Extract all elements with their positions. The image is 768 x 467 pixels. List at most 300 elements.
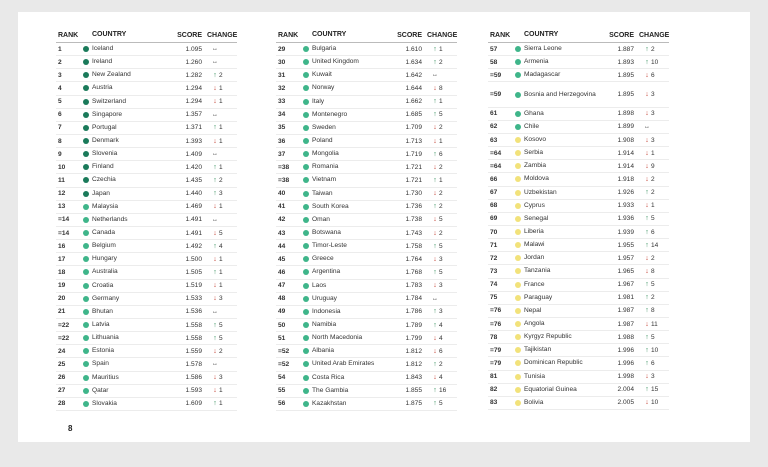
status-dot-icon [303, 177, 309, 183]
change-cell [639, 215, 669, 222]
status-dot-cell [80, 269, 92, 275]
ranking-column-3 [488, 28, 669, 410]
header-country: COUNTRY [92, 31, 127, 38]
rank-cell: 13 [58, 203, 66, 211]
change-cell [427, 400, 457, 407]
score-cell: 1.996 [617, 346, 634, 354]
country-cell: Germany [92, 294, 120, 302]
country-cell: Ghana [524, 109, 544, 117]
rank-cell: 78 [490, 333, 498, 341]
change-cell [427, 256, 457, 263]
country-cell: Croatia [92, 281, 114, 289]
score-cell: 1.730 [405, 190, 422, 198]
rank-cell: 73 [490, 267, 498, 275]
country-cell: Spain [92, 360, 109, 368]
score-cell: 1.586 [185, 374, 202, 382]
score-cell: 1.578 [185, 360, 202, 368]
status-dot-cell [80, 230, 92, 236]
change-cell [639, 399, 669, 406]
score-cell: 1.783 [405, 282, 422, 290]
score-cell: 1.533 [185, 295, 202, 303]
table-row [56, 332, 237, 345]
score-cell: 1.435 [185, 176, 202, 184]
arrow-up-icon: ↑ [433, 176, 437, 184]
change-value: 3 [219, 190, 223, 198]
change-cell [207, 203, 237, 210]
table-row [488, 305, 669, 318]
country-cell: Canada [92, 229, 116, 237]
change-value: 1 [439, 176, 443, 184]
change-value: 5 [439, 242, 443, 250]
status-dot-cell [512, 387, 524, 393]
rank-cell: 83 [490, 399, 498, 407]
status-dot-icon [83, 59, 89, 65]
table-row [488, 357, 669, 370]
status-dot-cell [512, 334, 524, 340]
country-cell: The Gambia [312, 386, 349, 394]
arrow-down-icon: ↓ [645, 399, 649, 407]
country-cell: Moldova [524, 175, 549, 183]
country-cell: Botswana [312, 229, 341, 237]
rank-cell: 67 [490, 189, 498, 197]
status-dot-cell [512, 282, 524, 288]
rank-cell: 47 [278, 282, 286, 290]
score-cell: 1.926 [617, 189, 634, 197]
arrow-up-icon: ↑ [433, 111, 437, 119]
status-dot-icon [83, 46, 89, 52]
change-value: 2 [219, 71, 223, 79]
table-row [276, 135, 457, 148]
change-cell [207, 151, 237, 157]
rank-cell: 16 [58, 242, 66, 250]
change-cell [427, 203, 457, 210]
status-dot-icon [303, 72, 309, 78]
change-cell [207, 400, 237, 407]
header-rank: RANK [490, 31, 511, 39]
change-cell [639, 91, 669, 98]
rank-cell: 51 [278, 334, 286, 342]
no-change-icon: ↔ [212, 308, 218, 315]
status-dot-cell [512, 229, 524, 235]
rank-cell: =52 [278, 360, 290, 368]
score-cell: 1.855 [405, 387, 422, 395]
score-cell: 1.294 [185, 98, 202, 106]
score-cell: 1.743 [405, 229, 422, 237]
country-cell: Equatorial Guinea [524, 385, 577, 393]
table-row [56, 372, 237, 385]
country-cell: Italy [312, 97, 325, 105]
change-value: 2 [651, 294, 655, 302]
status-dot-cell [300, 99, 312, 105]
country-cell: Netherlands [92, 215, 128, 223]
status-dot-icon [83, 151, 89, 157]
status-dot-cell [300, 72, 312, 78]
status-dot-cell [512, 150, 524, 156]
score-cell: 1.440 [185, 190, 202, 198]
change-value: 1 [219, 137, 223, 145]
table-row [56, 280, 237, 293]
change-cell [427, 177, 457, 184]
status-dot-cell [80, 348, 92, 354]
arrow-down-icon: ↓ [645, 320, 649, 328]
change-cell [639, 72, 669, 79]
country-cell: Indonesia [312, 307, 341, 315]
rank-cell: 61 [490, 110, 498, 118]
table-row [56, 398, 237, 411]
status-dot-cell [80, 204, 92, 210]
change-value: 16 [439, 387, 447, 395]
rank-cell: 12 [58, 190, 66, 198]
table-row [56, 306, 237, 319]
arrow-up-icon: ↑ [433, 268, 437, 276]
status-dot-icon [83, 138, 89, 144]
change-cell [207, 190, 237, 197]
status-dot-cell [80, 361, 92, 367]
change-value: 10 [651, 346, 659, 354]
change-cell [427, 98, 457, 105]
status-dot-icon [83, 164, 89, 170]
change-cell [427, 138, 457, 145]
table-row [56, 293, 237, 306]
table-row [276, 253, 457, 266]
table-row [276, 214, 457, 227]
rank-cell: 63 [490, 136, 498, 144]
change-cell [207, 387, 237, 394]
country-cell: Sweden [312, 123, 336, 131]
status-dot-icon [83, 322, 89, 328]
score-cell: 1.736 [405, 203, 422, 211]
change-value: 2 [439, 203, 443, 211]
status-dot-cell [80, 335, 92, 341]
change-value: 2 [439, 124, 443, 132]
status-dot-icon [83, 72, 89, 78]
arrow-down-icon: ↓ [433, 255, 437, 263]
rank-cell: 29 [278, 45, 286, 53]
status-dot-cell [512, 321, 524, 327]
change-value: 6 [651, 71, 655, 79]
rank-cell: =79 [490, 359, 502, 367]
table-row [488, 134, 669, 147]
country-cell: Serbia [524, 149, 544, 157]
table-row [56, 82, 237, 95]
status-dot-cell [300, 269, 312, 275]
change-cell [427, 335, 457, 342]
rank-cell: 6 [58, 111, 62, 119]
arrow-up-icon: ↑ [433, 360, 437, 368]
status-dot-cell [300, 138, 312, 144]
arrow-down-icon: ↓ [213, 203, 217, 211]
change-value: 3 [651, 136, 655, 144]
status-dot-icon [83, 361, 89, 367]
status-dot-icon [515, 374, 521, 380]
rank-cell: 72 [490, 254, 498, 262]
status-dot-icon [515, 176, 521, 182]
country-cell: Timor-Leste [312, 242, 347, 250]
rank-cell: 5 [58, 98, 62, 106]
status-dot-icon [83, 401, 89, 407]
arrow-down-icon: ↓ [213, 84, 217, 92]
status-dot-cell [300, 191, 312, 197]
status-dot-cell [300, 204, 312, 210]
change-value: 1 [219, 163, 223, 171]
country-cell: Kazakhstan [312, 399, 347, 407]
change-cell [207, 322, 237, 329]
change-value: 6 [651, 359, 655, 367]
change-value: 4 [439, 334, 443, 342]
status-dot-cell [80, 401, 92, 407]
country-cell: Tunisia [524, 372, 546, 380]
rank-cell: 55 [278, 387, 286, 395]
table-row [56, 319, 237, 332]
status-dot-icon [515, 255, 521, 261]
change-value: 11 [651, 320, 658, 328]
arrow-up-icon: ↑ [433, 98, 437, 106]
country-cell: Laos [312, 281, 327, 289]
status-dot-cell [512, 92, 524, 98]
country-cell: Oman [312, 215, 330, 223]
table-row [488, 213, 669, 226]
status-dot-icon [83, 348, 89, 354]
change-value: 2 [439, 190, 443, 198]
change-cell [427, 296, 457, 302]
country-cell: Sierra Leone [524, 45, 562, 53]
status-dot-icon [515, 242, 521, 248]
rank-cell: 70 [490, 228, 498, 236]
change-value: 1 [219, 84, 223, 92]
country-cell: Armenia [524, 58, 549, 66]
status-dot-cell [300, 59, 312, 65]
score-cell: 1.393 [185, 137, 202, 145]
status-dot-icon [83, 309, 89, 315]
rank-cell: 43 [278, 229, 286, 237]
header-score: SCORE [609, 31, 634, 39]
change-cell [639, 150, 669, 157]
status-dot-icon [83, 99, 89, 105]
arrow-down-icon: ↓ [433, 229, 437, 237]
table-row [488, 121, 669, 134]
status-dot-icon [515, 203, 521, 209]
change-cell [427, 230, 457, 237]
table-header [488, 28, 669, 43]
status-dot-icon [515, 216, 521, 222]
rank-cell: =38 [278, 163, 290, 171]
change-cell [427, 190, 457, 197]
status-dot-icon [515, 321, 521, 327]
arrow-up-icon: ↑ [433, 308, 437, 316]
table-row [276, 56, 457, 69]
status-dot-icon [303, 217, 309, 223]
country-cell: Denmark [92, 137, 119, 145]
arrow-down-icon: ↓ [433, 374, 437, 382]
change-cell [639, 281, 669, 288]
score-cell: 1.713 [405, 137, 422, 145]
score-cell: 1.721 [405, 176, 422, 184]
country-cell: Slovenia [92, 150, 118, 158]
rank-cell: 8 [58, 137, 62, 145]
status-dot-cell [512, 347, 524, 353]
status-dot-icon [303, 138, 309, 144]
rank-cell: 31 [278, 71, 286, 79]
status-dot-icon [303, 125, 309, 131]
table-row [276, 280, 457, 293]
arrow-down-icon: ↓ [645, 254, 649, 262]
change-value: 3 [439, 282, 443, 290]
score-cell: 1.981 [617, 294, 634, 302]
status-dot-icon [303, 151, 309, 157]
arrow-up-icon: ↑ [213, 176, 217, 184]
country-cell: New Zealand [92, 71, 131, 79]
table-row [488, 292, 669, 305]
change-value: 1 [219, 387, 223, 395]
arrow-up-icon: ↑ [213, 321, 217, 329]
arrow-up-icon: ↑ [645, 307, 649, 315]
change-value: 2 [439, 163, 443, 171]
status-dot-icon [83, 125, 89, 131]
status-dot-cell [512, 216, 524, 222]
change-cell [207, 348, 237, 355]
table-row [488, 43, 669, 56]
score-cell: 1.987 [617, 320, 634, 328]
change-value: 5 [439, 400, 443, 408]
change-cell [639, 334, 669, 341]
change-cell [427, 387, 457, 394]
rank-cell: 18 [58, 268, 66, 276]
change-value: 4 [439, 374, 443, 382]
status-dot-icon [83, 375, 89, 381]
arrow-up-icon: ↑ [645, 346, 649, 354]
country-cell: Norway [312, 84, 335, 92]
change-value: 5 [651, 281, 655, 289]
rank-cell: 41 [278, 203, 286, 211]
change-cell [639, 229, 669, 236]
score-cell: 1.593 [185, 387, 202, 395]
table-row [56, 96, 237, 109]
status-dot-cell [80, 151, 92, 157]
rank-cell: 57 [490, 45, 498, 53]
table-row [56, 188, 237, 201]
change-value: 6 [439, 347, 443, 355]
no-change-icon: ↔ [212, 59, 218, 66]
no-change-icon: ↔ [212, 361, 218, 368]
score-cell: 1.409 [185, 150, 202, 158]
score-cell: 1.536 [185, 308, 202, 316]
country-cell: Czechia [92, 176, 116, 184]
change-value: 5 [439, 216, 443, 224]
change-cell [427, 111, 457, 118]
rank-cell: 2 [58, 58, 62, 66]
header-change: CHANGE [639, 31, 670, 39]
score-cell: 1.899 [617, 123, 634, 131]
table-row [56, 345, 237, 358]
change-value: 1 [439, 45, 443, 53]
arrow-up-icon: ↑ [645, 294, 649, 302]
change-cell [639, 202, 669, 209]
score-cell: 1.371 [185, 124, 202, 132]
status-dot-icon [303, 361, 309, 367]
status-dot-icon [515, 137, 521, 143]
table-row [56, 201, 237, 214]
change-value: 3 [219, 295, 223, 303]
arrow-up-icon: ↑ [433, 203, 437, 211]
rank-cell: =76 [490, 307, 502, 315]
arrow-down-icon: ↓ [433, 124, 437, 132]
change-value: 5 [219, 334, 223, 342]
arrow-up-icon: ↑ [213, 71, 217, 79]
status-dot-icon [303, 59, 309, 65]
status-dot-icon [303, 309, 309, 315]
country-cell: Costa Rica [312, 373, 345, 381]
country-cell: Australia [92, 268, 118, 276]
score-cell: 1.634 [405, 58, 422, 66]
table-row [56, 56, 237, 69]
score-cell: 1.764 [405, 255, 422, 263]
country-cell: Austria [92, 84, 113, 92]
rank-cell: 45 [278, 255, 286, 263]
status-dot-icon [303, 204, 309, 210]
score-cell: 1.812 [405, 360, 422, 368]
rank-cell: =79 [490, 346, 502, 354]
change-value: 10 [651, 399, 659, 407]
status-dot-cell [300, 243, 312, 249]
score-cell: 1.609 [185, 400, 202, 408]
score-cell: 1.933 [617, 202, 634, 210]
status-dot-icon [515, 229, 521, 235]
table-row [488, 265, 669, 278]
status-dot-icon [515, 59, 521, 65]
table-row [56, 109, 237, 122]
rank-cell: =22 [58, 334, 70, 342]
status-dot-icon [303, 230, 309, 236]
rank-cell: 58 [490, 58, 498, 66]
change-cell [207, 98, 237, 105]
arrow-up-icon: ↑ [645, 215, 649, 223]
change-cell [639, 360, 669, 367]
arrow-down-icon: ↓ [645, 373, 649, 381]
change-value: 2 [219, 347, 223, 355]
country-cell: Malaysia [92, 202, 119, 210]
change-value: 8 [651, 267, 655, 275]
status-dot-icon [303, 388, 309, 394]
country-cell: Hungary [92, 255, 117, 263]
status-dot-icon [515, 360, 521, 366]
score-cell: 1.642 [405, 71, 422, 79]
score-cell: 1.895 [617, 91, 634, 99]
country-cell: Portugal [92, 123, 117, 131]
status-dot-cell [300, 335, 312, 341]
status-dot-icon [303, 401, 309, 407]
rank-cell: 21 [58, 308, 66, 316]
table-row [276, 148, 457, 161]
change-value: 6 [439, 150, 443, 158]
rank-cell: =14 [58, 229, 70, 237]
rank-cell: 17 [58, 255, 66, 263]
status-dot-icon [303, 164, 309, 170]
rank-cell: 62 [490, 123, 498, 131]
country-cell: Mongolia [312, 150, 339, 158]
arrow-up-icon: ↑ [645, 359, 649, 367]
country-cell: Chile [524, 122, 540, 130]
arrow-down-icon: ↓ [213, 347, 217, 355]
table-header [56, 28, 237, 43]
change-value: 4 [219, 242, 223, 250]
rank-cell: 81 [490, 373, 498, 381]
arrow-up-icon: ↑ [645, 45, 649, 53]
score-cell: 1.420 [185, 163, 202, 171]
change-cell [207, 309, 237, 315]
arrow-down-icon: ↓ [645, 202, 649, 210]
status-dot-cell [512, 137, 524, 143]
country-cell: Malawi [524, 241, 545, 249]
